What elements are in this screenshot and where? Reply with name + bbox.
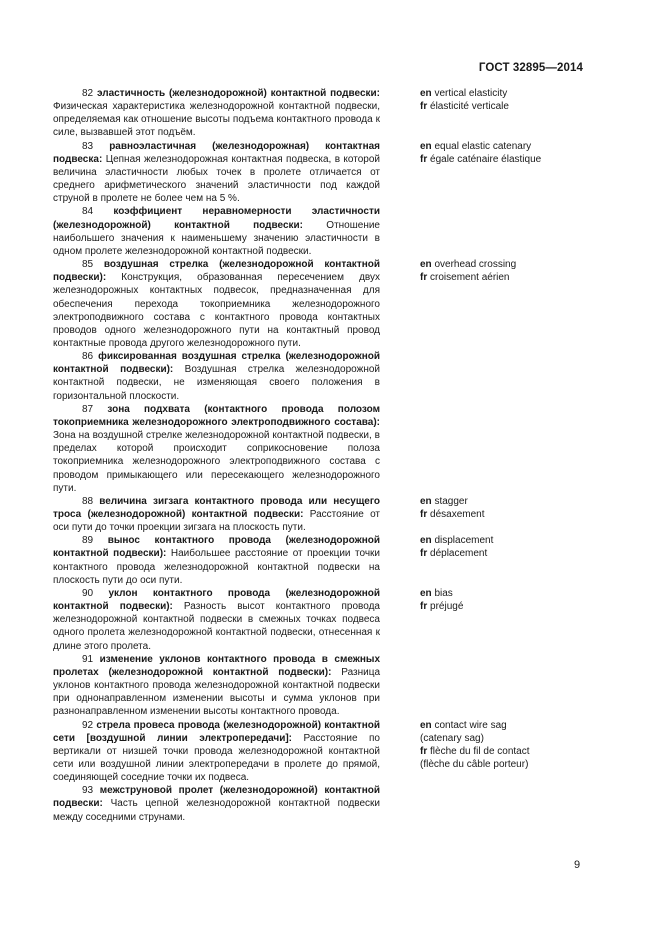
term-entry (0, 205, 661, 258)
equivalent-term: displacement (434, 535, 494, 547)
term-name: коэффициент неравномерности эластичности (железнодорожной) контактной подвески: (53, 206, 381, 231)
term-definition: Разница уклонов контактного провода железнодорожной контактной подвески при однонаправленном изменении высоты и сумма уклонов при разнонаправленном изменении высоты контактного провода. (53, 666, 381, 718)
language-code: en (420, 140, 432, 152)
equivalent-term: contact wire sag (434, 719, 507, 731)
term-number: 82 (82, 88, 94, 99)
equivalent-line (420, 153, 620, 166)
term-paragraph (53, 205, 380, 258)
language-code: en (420, 495, 432, 507)
equivalent-term: stagger (434, 495, 468, 507)
term-paragraph (53, 403, 380, 495)
foreign-equivalents (420, 534, 620, 560)
equivalent-term: élasticité verticale (430, 101, 509, 113)
term-name: эластичность (железнодорожной) контактной подвески: (96, 88, 380, 99)
term-number: 84 (82, 206, 94, 218)
equivalent-line (420, 719, 620, 732)
equivalent-term: bias (434, 587, 453, 599)
equivalent-line (420, 758, 620, 771)
foreign-equivalents (420, 140, 620, 166)
equivalent-term: égale caténaire élastique (430, 153, 542, 165)
language-code: en (420, 535, 432, 547)
language-code: fr (420, 101, 428, 113)
term-number: 93 (82, 785, 94, 797)
foreign-equivalents (420, 719, 620, 772)
foreign-equivalents (420, 258, 620, 284)
term-definition: Воздушная стрелка железнодорожной контактной подвески, не изменяющая своего положения в горизонтальной плоскости. (53, 364, 380, 402)
term-entry (0, 87, 661, 140)
equivalent-term: (flèche du câble porteur) (420, 758, 529, 770)
term-definition: Наибольшее расстояние от проекции точки контактного провода железнодорожной контактной подвески на плоскость пути до оси пути. (53, 548, 380, 586)
term-paragraph (53, 653, 380, 719)
term-definition: Разность высот контактного провода железнодорожной контактной подвески в смежных точках подвеса одного пролета железнодорожной контактной подвески, отнесенная к длине этого пролета. (53, 601, 380, 652)
term-name: стрела провеса провода (железнодорожной) контактной сети [воздушной линии электропередачи]: (53, 719, 380, 744)
equivalent-term: déplacement (430, 548, 488, 560)
equivalent-line (420, 140, 620, 153)
language-code: fr (420, 153, 428, 165)
term-number: 86 (82, 351, 94, 363)
term-paragraph (53, 258, 380, 350)
term-paragraph (53, 784, 380, 823)
equivalent-term: croisement aérien (430, 272, 510, 284)
term-name: зона подхвата (контактного провода полозом токоприемника железнодорожного электроподвижного состава): (53, 403, 380, 428)
equivalent-term: equal elastic catenary (434, 140, 532, 152)
term-name: вынос контактного провода (железнодорожной контактной подвески): (53, 535, 380, 560)
equivalent-term: (catenary sag) (420, 732, 484, 744)
equivalent-term: overhead crossing (434, 259, 517, 271)
term-number: 88 (82, 495, 94, 507)
term-definition: Часть цепной железнодорожной контактной подвески между соседними струнами. (53, 798, 380, 823)
term-entry (0, 587, 661, 653)
term-number: 85 (82, 259, 94, 271)
term-name: изменение уклонов контактного провода в смежных пролетах (железнодорожной контактной подвески): (53, 653, 381, 678)
term-paragraph (53, 140, 380, 206)
language-code: en (420, 587, 432, 599)
term-definition: Зона на воздушной стрелке железнодорожной контактной подвески, в пределах которой происходит соприкосновение полоза токоприемника железнодорожного электроподвижного состава с проводом примыкающего или пересекающего железнодорожного пути. (53, 430, 380, 494)
term-number: 90 (82, 587, 94, 599)
term-paragraph (53, 495, 380, 534)
language-code: fr (420, 272, 428, 284)
term-definition: Отношение наибольшего значения к наименьшему значению эластичности в одном пролете железнодорожной контактной подвески. (53, 219, 380, 257)
equivalent-line (420, 600, 620, 613)
term-number: 91 (82, 653, 94, 665)
term-name: воздушная стрелка (железнодорожной контактной подвески): (53, 259, 381, 284)
language-code: en (420, 719, 432, 731)
term-name: межструновой пролет (железнодорожной) контактной подвески: (53, 785, 380, 810)
term-entry (0, 784, 661, 823)
language-code: fr (420, 548, 428, 560)
language-code: fr (420, 509, 428, 520)
equivalent-line (420, 732, 620, 745)
term-entry (0, 258, 661, 350)
term-entries (0, 87, 661, 824)
term-paragraph (53, 587, 380, 653)
term-paragraph (53, 87, 380, 140)
term-paragraph (53, 350, 380, 403)
equivalent-term: vertical elasticity (434, 88, 508, 99)
term-number: 83 (82, 140, 94, 152)
foreign-equivalents (420, 587, 620, 613)
term-number: 92 (82, 719, 94, 731)
foreign-equivalents (420, 87, 620, 113)
equivalent-term: désaxement (430, 509, 485, 520)
foreign-equivalents (420, 495, 620, 521)
equivalent-line (420, 495, 620, 508)
term-entry (0, 495, 661, 534)
equivalent-term: préjugé (430, 601, 464, 613)
language-code: en (420, 259, 432, 271)
equivalent-term: flèche du fil de contact (430, 745, 530, 757)
equivalent-line (420, 258, 620, 271)
term-name: фиксированная воздушная стрелка (железнодорожной контактной подвески): (53, 351, 381, 376)
equivalent-line (420, 534, 620, 547)
term-entry (0, 719, 661, 785)
term-definition: Расстояние от оси пути до точки проекции зигзага на плоскость пути. (53, 509, 380, 534)
term-name: величина зигзага контактного провода или несущего троса (железнодорожной) контактной подвески: (53, 495, 380, 520)
term-number: 87 (82, 403, 94, 415)
language-code: fr (420, 745, 428, 757)
term-paragraph (53, 534, 380, 587)
equivalent-line (420, 745, 620, 758)
term-definition: Расстояние по вертикали от низшей точки провода железнодорожной контактной сети или воздушной линии электропередачи в пролете до прямой, соединяющей соседние точки их подвеса. (53, 732, 380, 784)
language-code: fr (420, 601, 428, 613)
term-entry (0, 534, 661, 587)
equivalent-line (420, 87, 620, 100)
language-code: en (420, 88, 432, 99)
term-entry (0, 350, 661, 403)
equivalent-line (420, 547, 620, 560)
term-name: равноэластичная (железнодорожная) контактная подвеска: (53, 140, 381, 165)
term-definition: Цепная железнодорожная контактная подвеска, в которой величина эластичности любых точек в пролете отличается от среднего арифметического значений эластичности под каждой струной в пролете не более чем на 5 %. (53, 153, 381, 205)
equivalent-line (420, 508, 620, 521)
term-definition: Физическая характеристика железнодорожной контактной подвески, определяемая как отношение высоты подъема контактного провода к силе, вызвавшей этот подъём. (53, 101, 380, 139)
standard-designation: ГОСТ 32895—2014 (478, 62, 583, 74)
equivalent-line (420, 271, 620, 284)
equivalent-line (420, 100, 620, 113)
term-paragraph (53, 719, 380, 785)
term-entry (0, 653, 661, 719)
term-entry (0, 140, 661, 206)
equivalent-line (420, 587, 620, 600)
term-entry (0, 403, 661, 495)
term-name: уклон контактного провода (железнодорожной контактной подвески): (53, 587, 380, 613)
term-number: 89 (82, 535, 94, 547)
page-number: 9 (574, 859, 581, 871)
term-definition: Конструкция, образованная пересечением двух железнодорожных контактных подвесок, предназначенная для обеспечения перехода токоприемника железнодорожного электроподвижного состава с контактного провода контактных проводов одного железнодорожного пути на контактный провод контактные провода другого железнодорожного пути. (53, 272, 380, 349)
